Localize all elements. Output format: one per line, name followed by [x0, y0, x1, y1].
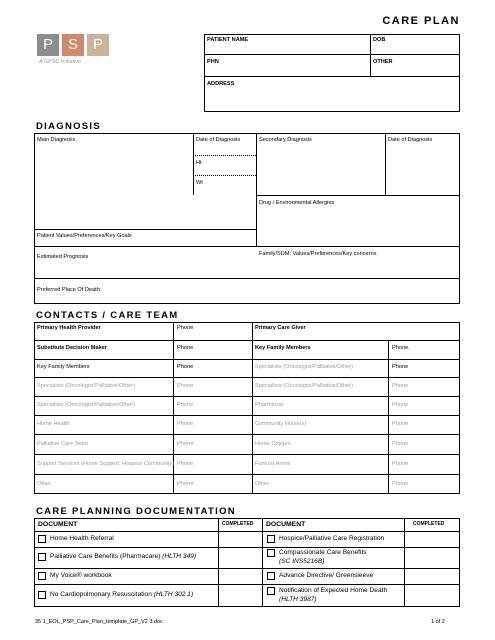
patient-name-label: PATIENT NAME	[207, 37, 249, 43]
doc-form-number: (SC INS5216B)	[279, 558, 325, 565]
contact-cell: Community Nurse(s)	[255, 421, 307, 427]
doc-label: Notification of Expected Home Death	[279, 587, 388, 594]
contact-phone-label: Phone	[177, 383, 194, 389]
home-health-referral-checkbox[interactable]	[38, 535, 46, 543]
contact-cell: Specialists (Oncologist/Palliative/Other)	[37, 383, 135, 389]
doc-label: Home Health Referral	[50, 535, 114, 542]
contact-phone-label: Phone.	[392, 345, 410, 351]
phn-label: PHN	[207, 59, 219, 65]
expected-home-death-checkbox[interactable]	[267, 587, 275, 595]
contact-cell: Pharmacist	[255, 402, 283, 408]
other-label: OTHER	[373, 59, 393, 65]
contact-phone-label: Phone	[392, 364, 409, 370]
contact-cell: Funeral Home	[255, 461, 291, 467]
page-number: 1 of 2	[431, 619, 445, 625]
contact-cell: Support Services (Home Support, Hospice Community)	[37, 461, 175, 467]
contact-phone-label: Phone	[392, 441, 409, 447]
date-of-diagnosis-2-label: Date of Diagnosis	[388, 137, 433, 143]
contact-phone-label: Phone	[177, 441, 194, 447]
doc-label: Hospice/Palliative Care Registration	[279, 535, 385, 542]
contact-cell: Home Oxygen	[255, 441, 291, 447]
contact-phone-label: Phone	[177, 325, 194, 331]
contact-phone-label: Phone	[177, 364, 194, 370]
secondary-diagnosis-label: Secondary Diagnosis	[259, 137, 312, 143]
doc-label: My Voice® workbook	[50, 572, 112, 579]
contact-cell: Other	[37, 481, 51, 487]
footer-filename: 35 1_EOL_PSP_Care_Plan_template_GP_V2 3.doc	[35, 619, 163, 625]
contact-phone-label: Phone	[177, 421, 194, 427]
patient-info-box	[204, 34, 460, 112]
contacts-heading: CONTACTS / CARE TEAM	[36, 310, 179, 321]
compassionate-care-checkbox[interactable]	[267, 549, 275, 557]
contact-cell: Key Family Members	[37, 364, 90, 370]
document-column-header-2: DOCUMENT	[266, 521, 306, 528]
dob-label: DOB	[373, 37, 386, 43]
logo-letter-s: S	[62, 34, 84, 56]
doc-label	[50, 591, 193, 599]
contact-cell: Home Health	[37, 421, 70, 427]
page-title: CARE PLAN	[382, 15, 460, 27]
contact-cell: Palliative Care Team	[37, 441, 89, 447]
contact-phone-label: Phone	[392, 481, 409, 487]
logo-tagline: A GPSC Initiative	[39, 59, 82, 65]
completed-column-header: COMPLETED	[222, 521, 254, 527]
documentation-heading: CARE PLANNING DOCUMENTATION	[36, 506, 236, 517]
no-cpr-checkbox[interactable]	[38, 591, 46, 599]
document-column-header: DOCUMENT	[38, 521, 78, 528]
my-voice-checkbox[interactable]	[38, 572, 46, 580]
doc-form-number: (HLTH 3987)	[279, 596, 317, 603]
drug-allergies-label: Drug / Environmental Allergies	[259, 200, 335, 206]
doc-form-number: (HLTH 349)	[162, 553, 197, 560]
contact-phone-label: Phone	[392, 461, 409, 467]
psp-logo	[37, 34, 117, 66]
advance-directive-checkbox[interactable]	[267, 572, 275, 580]
height-label: Ht	[196, 160, 202, 166]
contact-phone-label: Phone	[392, 421, 409, 427]
date-of-diagnosis-label: Date of Diagnosis	[196, 137, 241, 143]
hospice-registration-checkbox[interactable]	[267, 535, 275, 543]
doc-label-text: Palliative Care Benefits (Pharmacare)	[50, 553, 163, 560]
contact-cell: Primary Health Provider	[37, 325, 101, 331]
contact-phone-label: Phone	[177, 481, 194, 487]
doc-form-number: (HLTH 302.1)	[153, 591, 194, 598]
contact-phone-label: Phone	[177, 402, 194, 408]
diagnosis-heading: DIAGNOSIS	[36, 121, 102, 132]
doc-label	[50, 553, 196, 561]
contact-cell: Specialists (Oncologist/Palliative/Other)	[255, 364, 353, 370]
contact-cell: Primary Care Giver	[255, 325, 306, 331]
preferred-place-label: Preferred Place Of Death	[37, 287, 100, 293]
contact-cell: Key Family Members	[255, 345, 311, 351]
doc-label: Advance Directive/ Greensleeve	[279, 572, 374, 579]
contact-phone-label: Phone	[177, 461, 194, 467]
contact-cell: Other	[255, 481, 269, 487]
contact-cell: Specialists (Oncologist/Palliative/Other)	[255, 383, 353, 389]
palliative-care-benefits-checkbox[interactable]	[38, 553, 46, 561]
contact-phone-label: Phone	[392, 402, 409, 408]
family-sdm-label: Family/SDM: Values/Preferences/Key concerns	[259, 251, 377, 257]
doc-label: Compassionate Care Benefits	[279, 549, 367, 556]
doc-label-text: No Cardiopulmonary Resuscitation	[50, 591, 154, 598]
contact-cell: Substitute Decision Maker	[37, 345, 107, 351]
completed-column-header-2: COMPLETED	[413, 521, 445, 527]
address-label: ADDRESS	[207, 81, 235, 87]
estimated-prognosis-label: Estimated Prognosis	[37, 254, 89, 260]
contact-phone-label: Phone	[392, 383, 409, 389]
contact-phone-label: Phone	[177, 345, 194, 351]
main-diagnosis-label: Main Diagnosis	[37, 137, 76, 143]
contact-cell: Specialists (Oncologist/Palliative/Other)	[37, 402, 135, 408]
patient-values-label: Patient Values/Preferences/Key Goals	[37, 233, 132, 239]
weight-label: Wt	[196, 180, 203, 186]
logo-letter-p2: P	[87, 34, 109, 56]
logo-letter-p1: P	[37, 34, 59, 56]
